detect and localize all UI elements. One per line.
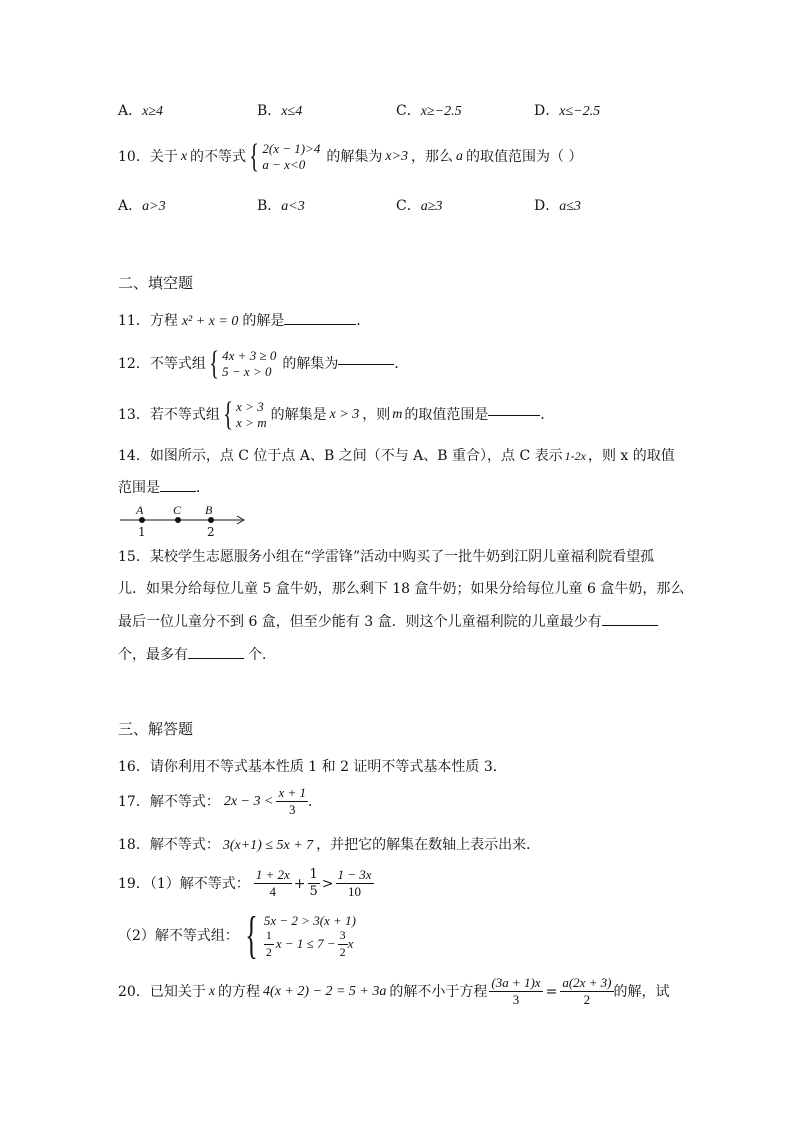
question-17	[118, 786, 322, 818]
text: 范围是	[118, 480, 160, 496]
point-a	[139, 517, 145, 523]
math-expr: 1-2x	[564, 449, 586, 463]
math-expr: 3(x+1) ≤ 5x + 7	[222, 838, 314, 853]
math-var: x	[347, 936, 354, 951]
option-math: x≥4	[142, 104, 164, 119]
option-math: a≥3	[420, 199, 443, 214]
text: 的解不小于方程	[389, 983, 488, 1000]
text: ，并把它的解集在数轴上表示出来．	[316, 837, 541, 853]
question-16: 16．请你利用不等式基本性质 1 和 2 证明不等式基本性质 3．	[118, 759, 507, 775]
tick-label-1: 1	[138, 525, 146, 539]
numerator: 1	[308, 868, 320, 884]
question-20	[118, 976, 670, 1008]
option-label: B．	[257, 198, 282, 214]
question-13	[118, 398, 554, 432]
question-14-line1	[118, 449, 675, 463]
fraction	[276, 786, 308, 818]
equation-line: 2(x − 1)>4	[262, 140, 321, 156]
numerator: 1 + 2x	[254, 868, 292, 884]
text: 的解，试	[613, 983, 670, 1000]
text: 个，最多有	[118, 647, 188, 663]
section-heading-fill-in: 二、填空题	[118, 274, 194, 292]
option-label: A．	[118, 198, 143, 214]
option-math: a>3	[142, 199, 166, 214]
option-math: x≥−2.5	[420, 104, 462, 119]
math-var: x	[208, 983, 216, 999]
equation-line: a − x<0	[262, 157, 306, 172]
denominator: 2	[265, 944, 272, 959]
math-var: x	[180, 149, 188, 164]
answer-blank[interactable]	[602, 624, 658, 626]
numerator: 3	[338, 929, 348, 944]
answer-blank[interactable]	[284, 323, 356, 325]
math-expr: 2x − 3 <	[223, 793, 274, 809]
operator: =	[545, 983, 558, 1000]
tick-label-2: 2	[207, 525, 215, 539]
text: 18．解不等式：	[118, 837, 220, 853]
fraction	[560, 976, 613, 1008]
text: 方程	[149, 313, 178, 329]
q9-option-b	[257, 104, 302, 119]
text: 关于	[149, 149, 178, 165]
text: 的方程	[218, 983, 261, 1000]
option-label: D．	[534, 198, 560, 214]
question-15-line2: 儿．如果分给每位儿童 5 盒牛奶，那么剩下 18 盒牛奶；如果分给每位儿童 6 盒牛奶，那么	[118, 581, 685, 597]
text: ．	[394, 356, 409, 372]
denominator: 3	[288, 802, 296, 818]
denominator: 2	[583, 992, 591, 1008]
brace-symbol: {	[249, 138, 260, 175]
brace-symbol: {	[245, 907, 258, 964]
operator: +	[293, 875, 306, 892]
question-10	[118, 140, 582, 174]
question-12	[118, 347, 408, 381]
q10-option-b	[257, 199, 305, 214]
text: ，则	[362, 407, 391, 423]
text: ．	[196, 480, 210, 496]
q9-option-d	[534, 104, 600, 119]
text: 的取值范围是	[404, 407, 489, 423]
fraction	[308, 868, 320, 900]
option-label: D．	[534, 103, 560, 119]
text: ．	[356, 313, 371, 329]
inequality-system	[236, 399, 266, 432]
q10-option-a	[118, 199, 166, 214]
operator: >	[321, 875, 334, 892]
numerator: (3a + 1)x	[489, 976, 542, 992]
text: 的解集为	[326, 149, 383, 165]
answer-blank[interactable]	[188, 657, 244, 659]
point-b	[208, 517, 214, 523]
math-var: m	[392, 407, 403, 422]
option-math: a≤3	[559, 199, 581, 214]
fraction	[254, 868, 292, 900]
text: 的解是	[242, 313, 285, 329]
question-18	[118, 838, 540, 853]
text: （2）解不等式组：	[118, 928, 239, 944]
text: ．	[540, 407, 555, 423]
question-15-line1: 15．某校学生志愿服务小组在“学雷锋”活动中购买了一批牛奶到江阴儿童福利院看望孤	[118, 549, 655, 565]
denominator: 3	[512, 992, 520, 1008]
math-expr: 4(x + 2) − 2 = 5 + 3a	[263, 983, 387, 999]
text: 19．（1）解不等式：	[118, 875, 250, 892]
question-number: 11．	[118, 313, 150, 329]
equation-line	[264, 929, 356, 958]
text: 20．已知关于	[118, 983, 206, 1000]
denominator: 2	[339, 944, 346, 959]
text: 的解集是	[270, 407, 327, 423]
q9-option-a	[118, 104, 163, 119]
denominator: 5	[309, 884, 318, 900]
math-expr: x>3	[385, 149, 409, 164]
question-19-part2	[118, 907, 356, 964]
question-15-line4	[118, 648, 276, 662]
fraction	[338, 929, 348, 958]
option-label: B．	[257, 103, 282, 119]
q10-option-c	[396, 199, 442, 214]
math-var: a	[456, 149, 464, 164]
answer-blank[interactable]	[160, 490, 196, 492]
question-number: 10．	[118, 149, 150, 165]
label-c: C	[173, 503, 182, 517]
fraction	[336, 868, 374, 900]
question-number: 12．	[118, 356, 150, 372]
option-math: a<3	[281, 199, 305, 214]
inequality-system	[264, 913, 356, 959]
text: 的取值范围为（ ）	[466, 149, 583, 165]
question-11	[118, 314, 370, 329]
math-expr: x² + x = 0	[181, 314, 239, 329]
brace-symbol: {	[223, 396, 233, 433]
label-b: B	[205, 503, 213, 517]
option-label: C．	[396, 103, 421, 119]
math-expr: x − 1 ≤ 7 −	[275, 936, 336, 951]
q9-option-c	[396, 104, 462, 119]
answer-blank[interactable]	[338, 363, 394, 365]
text: ，那么	[411, 149, 454, 165]
equation-line: 4x + 3 ≥ 0	[222, 347, 277, 363]
text: 不等式组	[149, 356, 206, 372]
answer-blank[interactable]	[488, 414, 540, 416]
equation-line: 5 − x > 0	[222, 364, 272, 379]
numerator: x + 1	[276, 786, 308, 802]
text: 的不等式	[190, 149, 247, 165]
section-heading-solve: 三、解答题	[118, 720, 194, 738]
option-math: x≤−2.5	[559, 104, 601, 119]
text: 最后一位儿童分不到 6 盒，但至少能有 3 盒．则这个儿童福利院的儿童最少有	[118, 614, 602, 630]
denominator: 10	[348, 884, 362, 900]
inequality-system	[222, 348, 276, 381]
text: 的解集为	[282, 356, 339, 372]
text: ，则 x 的取值	[587, 448, 675, 464]
numerator: 1 − 3x	[336, 868, 374, 884]
math-expr: x > 3	[329, 407, 360, 422]
brace-symbol: {	[209, 345, 219, 382]
numerator: 1	[264, 929, 274, 944]
denominator: 4	[269, 884, 276, 900]
option-label: C．	[396, 198, 421, 214]
label-a: A	[136, 503, 144, 517]
fraction	[489, 976, 542, 1008]
numerator: a(2x + 3)	[560, 976, 613, 992]
inequality-system	[262, 141, 320, 174]
option-label: A．	[118, 103, 143, 119]
question-19-part1	[118, 868, 374, 900]
equation-line: x > m	[236, 415, 267, 430]
text: ．	[307, 793, 322, 810]
equation-line: x > 3	[236, 398, 264, 414]
text: 17．解不等式：	[118, 793, 220, 810]
equation-line: 5x − 2 > 3(x + 1)	[263, 913, 356, 929]
question-number: 13．	[118, 407, 150, 423]
option-math: x≤4	[281, 104, 303, 119]
number-line-figure	[118, 504, 250, 538]
question-14-line2	[118, 481, 210, 495]
text: 个．	[248, 647, 276, 663]
point-c	[175, 517, 181, 523]
q10-option-d	[534, 199, 581, 214]
fraction	[264, 929, 274, 958]
question-15-line3	[118, 615, 658, 629]
text: 若不等式组	[149, 407, 220, 423]
text: 14．如图所示，点 C 位于点 A、B 之间（不与 A、B 重合），点 C 表示	[118, 448, 563, 464]
